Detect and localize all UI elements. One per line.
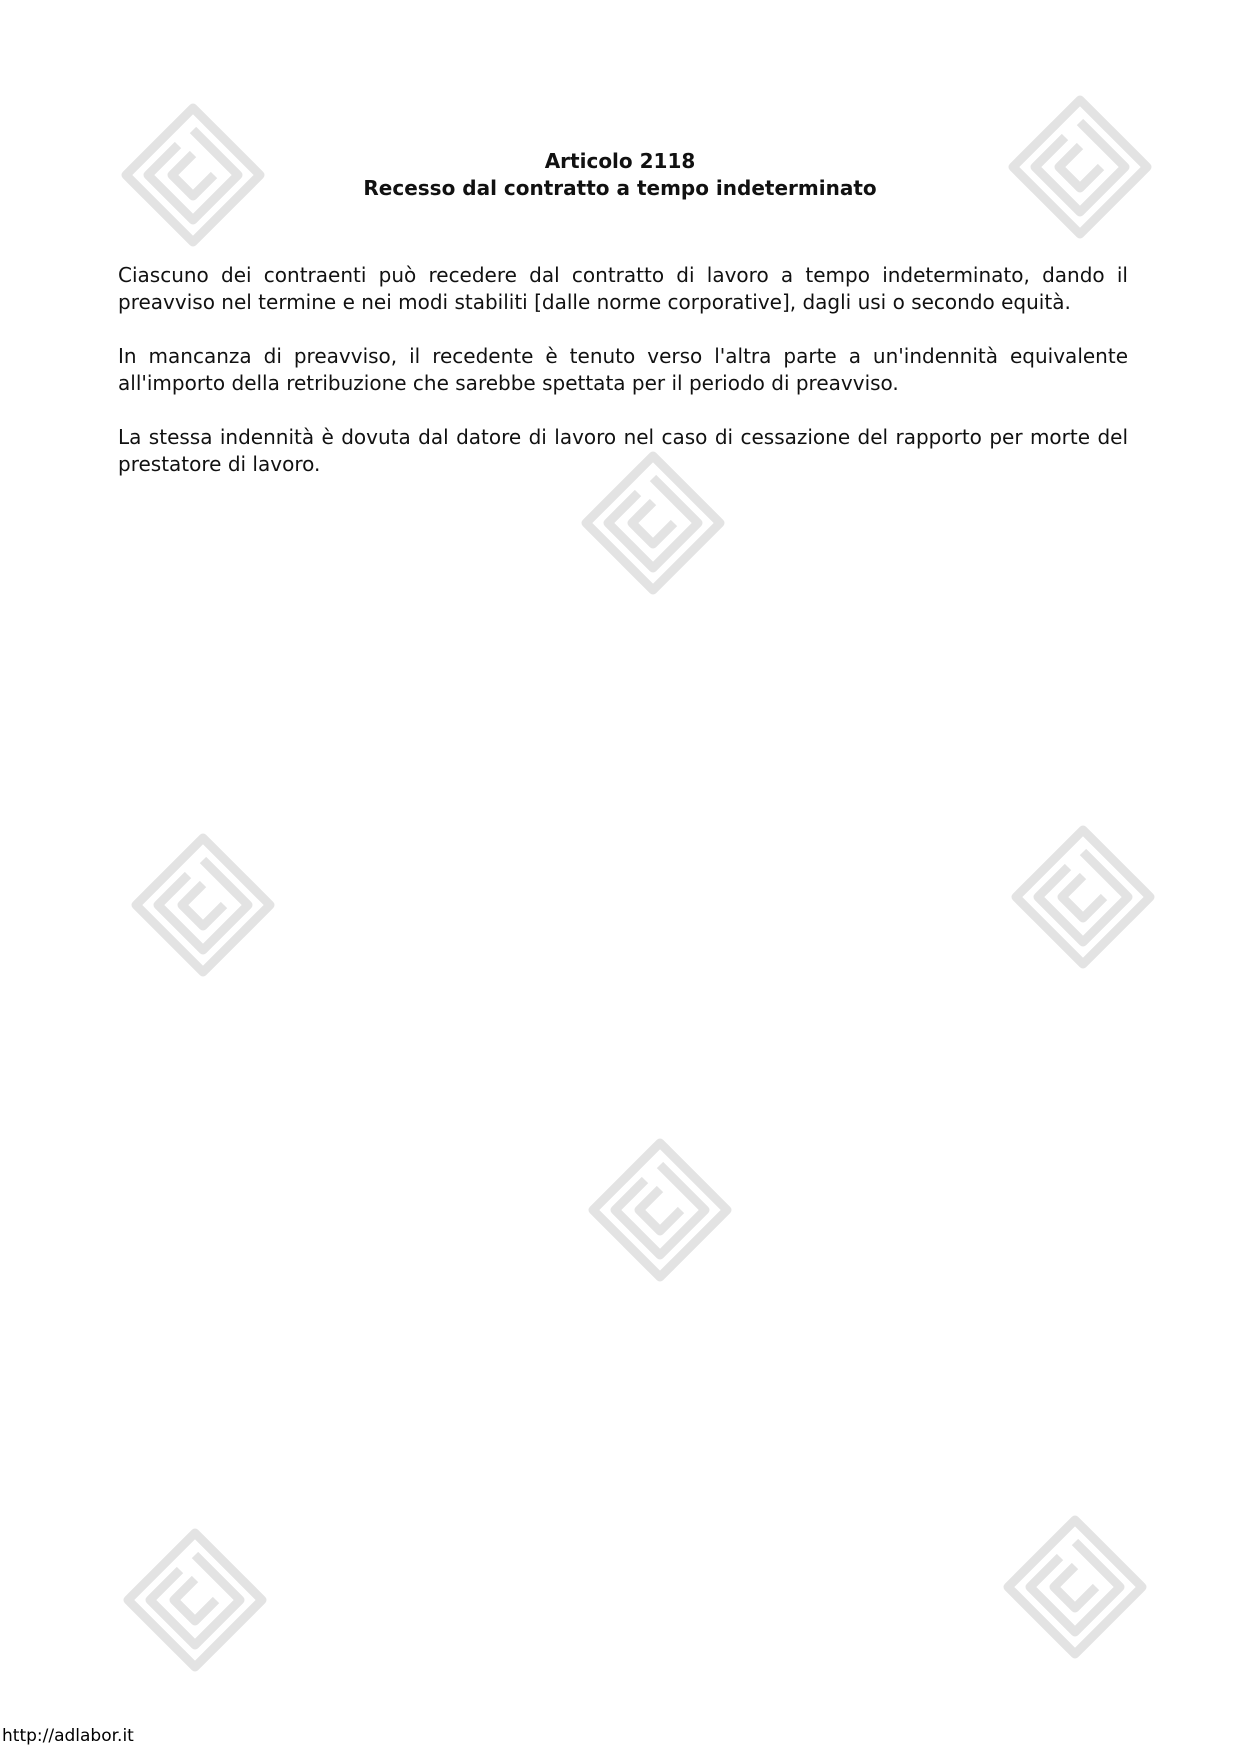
article-body [118,262,1128,505]
diamond-logo-icon [128,830,278,980]
article-heading [0,148,1240,202]
diamond-logo-icon [1008,822,1158,972]
paragraph-2: In mancanza di preavviso, il recedente è tenuto verso l'altra parte a un'indennità equivalente all'importo della retribuzione che sarebbe spettata per il periodo di preavviso. [118,344,1128,395]
footer-url: http://adlabor.it [2,1726,134,1746]
diamond-logo-icon [585,1135,735,1285]
diamond-logo-icon [120,1525,270,1675]
article-number: Articolo 2118 [544,149,696,173]
paragraph-3: La stessa indennità è dovuta dal datore di lavoro nel caso di cessazione del rapporto per morte del prestatore di lavoro. [118,425,1128,476]
paragraph-1: Ciascuno dei contraenti può recedere dal contratto di lavoro a tempo indeterminato, dando il preavviso nel termine e nei modi stabiliti [dalle norme corporative], dagli usi o secondo equità. [118,263,1128,314]
diamond-logo-icon [1000,1512,1150,1662]
article-title: Recesso dal contratto a tempo indeterminato [363,176,877,200]
